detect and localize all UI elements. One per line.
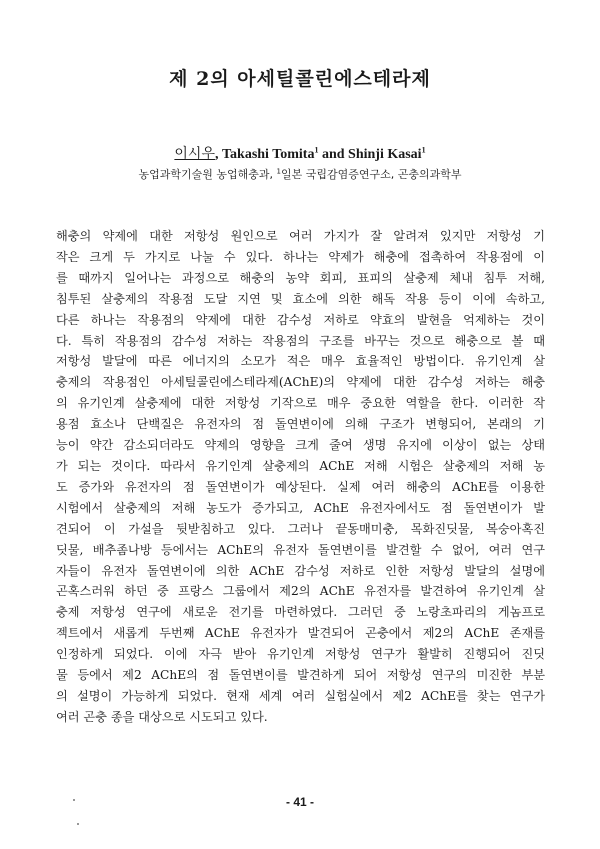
- body-line: 용점 효소나 단백질은 유전자의 점 돌연변이에 의해 구조가 변형되어, 본래의 기: [56, 417, 545, 432]
- body-line: 딧물, 배추좀나방 등에서는 AChE의 유전자 돌연변이를 발견할 수 없어, 여러 연구: [56, 542, 545, 557]
- body-line: 젝트에서 새롭게 두번째 AChE 유전자가 발견되어 곤충에서 제2의 AChE 존재를: [56, 626, 545, 641]
- author-name-2: and Shinji Kasai: [318, 147, 422, 162]
- body-line: 작은 크게 두 가지로 나눌 수 있다. 하나는 약제가 해충에 접촉하여 작용점에 이: [56, 249, 545, 264]
- page-number: - 41 -: [285, 795, 314, 809]
- body-line: 자들이 유전자 돌연변이에 의한 AChE 감수성 저하로 인한 저항성 발달의 설명에: [56, 563, 545, 578]
- body-line: 곤혹스러워 하던 중 프랑스 그룹에서 제2의 AChE 유전자를 발견하여 유기인계 살: [56, 584, 545, 599]
- body-line: 의 유기인계 살충제에 대한 저항성 기작으로 매우 중요한 역할을 한다. 이러한 작: [56, 396, 545, 411]
- body-line-last: 여러 곤충 종을 대상으로 시도되고 있다.: [56, 709, 268, 724]
- body-line: 해충의 약제에 대한 저항성 원인으로 여러 가지가 잘 알려져 있지만 저항성 기: [56, 229, 545, 243]
- body-line: 저항성 발달에 따른 에너지의 소모가 적은 매우 효율적인 방법이다. 유기인계 살: [56, 354, 545, 369]
- body-line: 물 등에서 제2 AChE의 점 돌연변이를 발견하게 되어 저항성 연구의 미진한 부분: [56, 668, 545, 683]
- body-line: 를 때까지 일어나는 과정으로 해충의 농약 회피, 표피의 살충제 체내 침투 저해,: [56, 270, 545, 285]
- body-line: 침투된 살충제의 작용점 도달 지연 및 효소에 의한 해독 작용 등이 이에 속하고,: [56, 291, 545, 306]
- body-line: 의 설명이 가능하게 되었다. 현재 세계 여러 실험실에서 제2 AChE를 찾는 연구가: [56, 688, 545, 703]
- paper-title: 제 2의 아세틸콜린에스테라제: [169, 68, 431, 90]
- body-line: 가 되는 것이다. 따라서 유기인계 살충제의 AChE 저해 시험은 살충제의 저해 농: [56, 458, 545, 473]
- body-line: 능이 약간 감소되더라도 약제의 영향을 크게 줄여 생명 유지에 이상이 없는 상태: [56, 438, 545, 453]
- author-line: [0, 143, 600, 163]
- abstract-body: [56, 226, 545, 728]
- lead-author: 이시우: [174, 146, 215, 162]
- scan-speck: [77, 823, 79, 825]
- author-affil-mark-2: 1: [421, 145, 426, 155]
- body-line: 견되어 이 가설을 뒷받침하고 있다. 그러나 끝동매미충, 목화진딧물, 복숭아혹진: [56, 521, 545, 536]
- affiliation-mark: 1: [276, 167, 281, 176]
- body-line: 도 증가와 유전자의 점 돌연변이가 예상된다. 실제 여러 해충의 AChE를 이용한: [56, 479, 545, 494]
- affiliation-line: [0, 166, 600, 182]
- affiliation-1: 농업과학기술원 농업해충과,: [138, 168, 277, 181]
- scan-speck: [73, 799, 75, 801]
- body-line: 충제 저항성 연구에 새로운 전기를 마련하였다. 그러던 중 노랑초파리의 게놈프로: [56, 605, 545, 620]
- author-name-1: , Takashi Tomita: [214, 147, 315, 162]
- body-line: 충제의 작용점인 아세틸콜린에스테라제(AChE)의 약제에 대한 감수성 저하는 해충: [56, 375, 545, 390]
- author-affil-mark-1: 1: [314, 145, 319, 155]
- body-line: 시험에서 살충제의 저해 농도가 증가되고, AChE 유전자에서도 점 돌연변이가 발: [56, 500, 545, 515]
- body-line: 인정하게 되었다. 이에 자극 받아 유기인계 저항성 연구가 활발히 진행되어 진딧: [56, 647, 545, 662]
- affiliation-2: 일본 국립감염증연구소, 곤충의과학부: [280, 168, 462, 181]
- body-line: 다. 특히 작용점의 감수성 저하는 작용점의 구조를 바꾸는 것으로 해충으로 볼 때: [56, 333, 545, 348]
- body-line: 다른 하나는 작용점의 약제에 대한 감수성 저하로 약효의 발현을 억제하는 것이: [56, 312, 545, 327]
